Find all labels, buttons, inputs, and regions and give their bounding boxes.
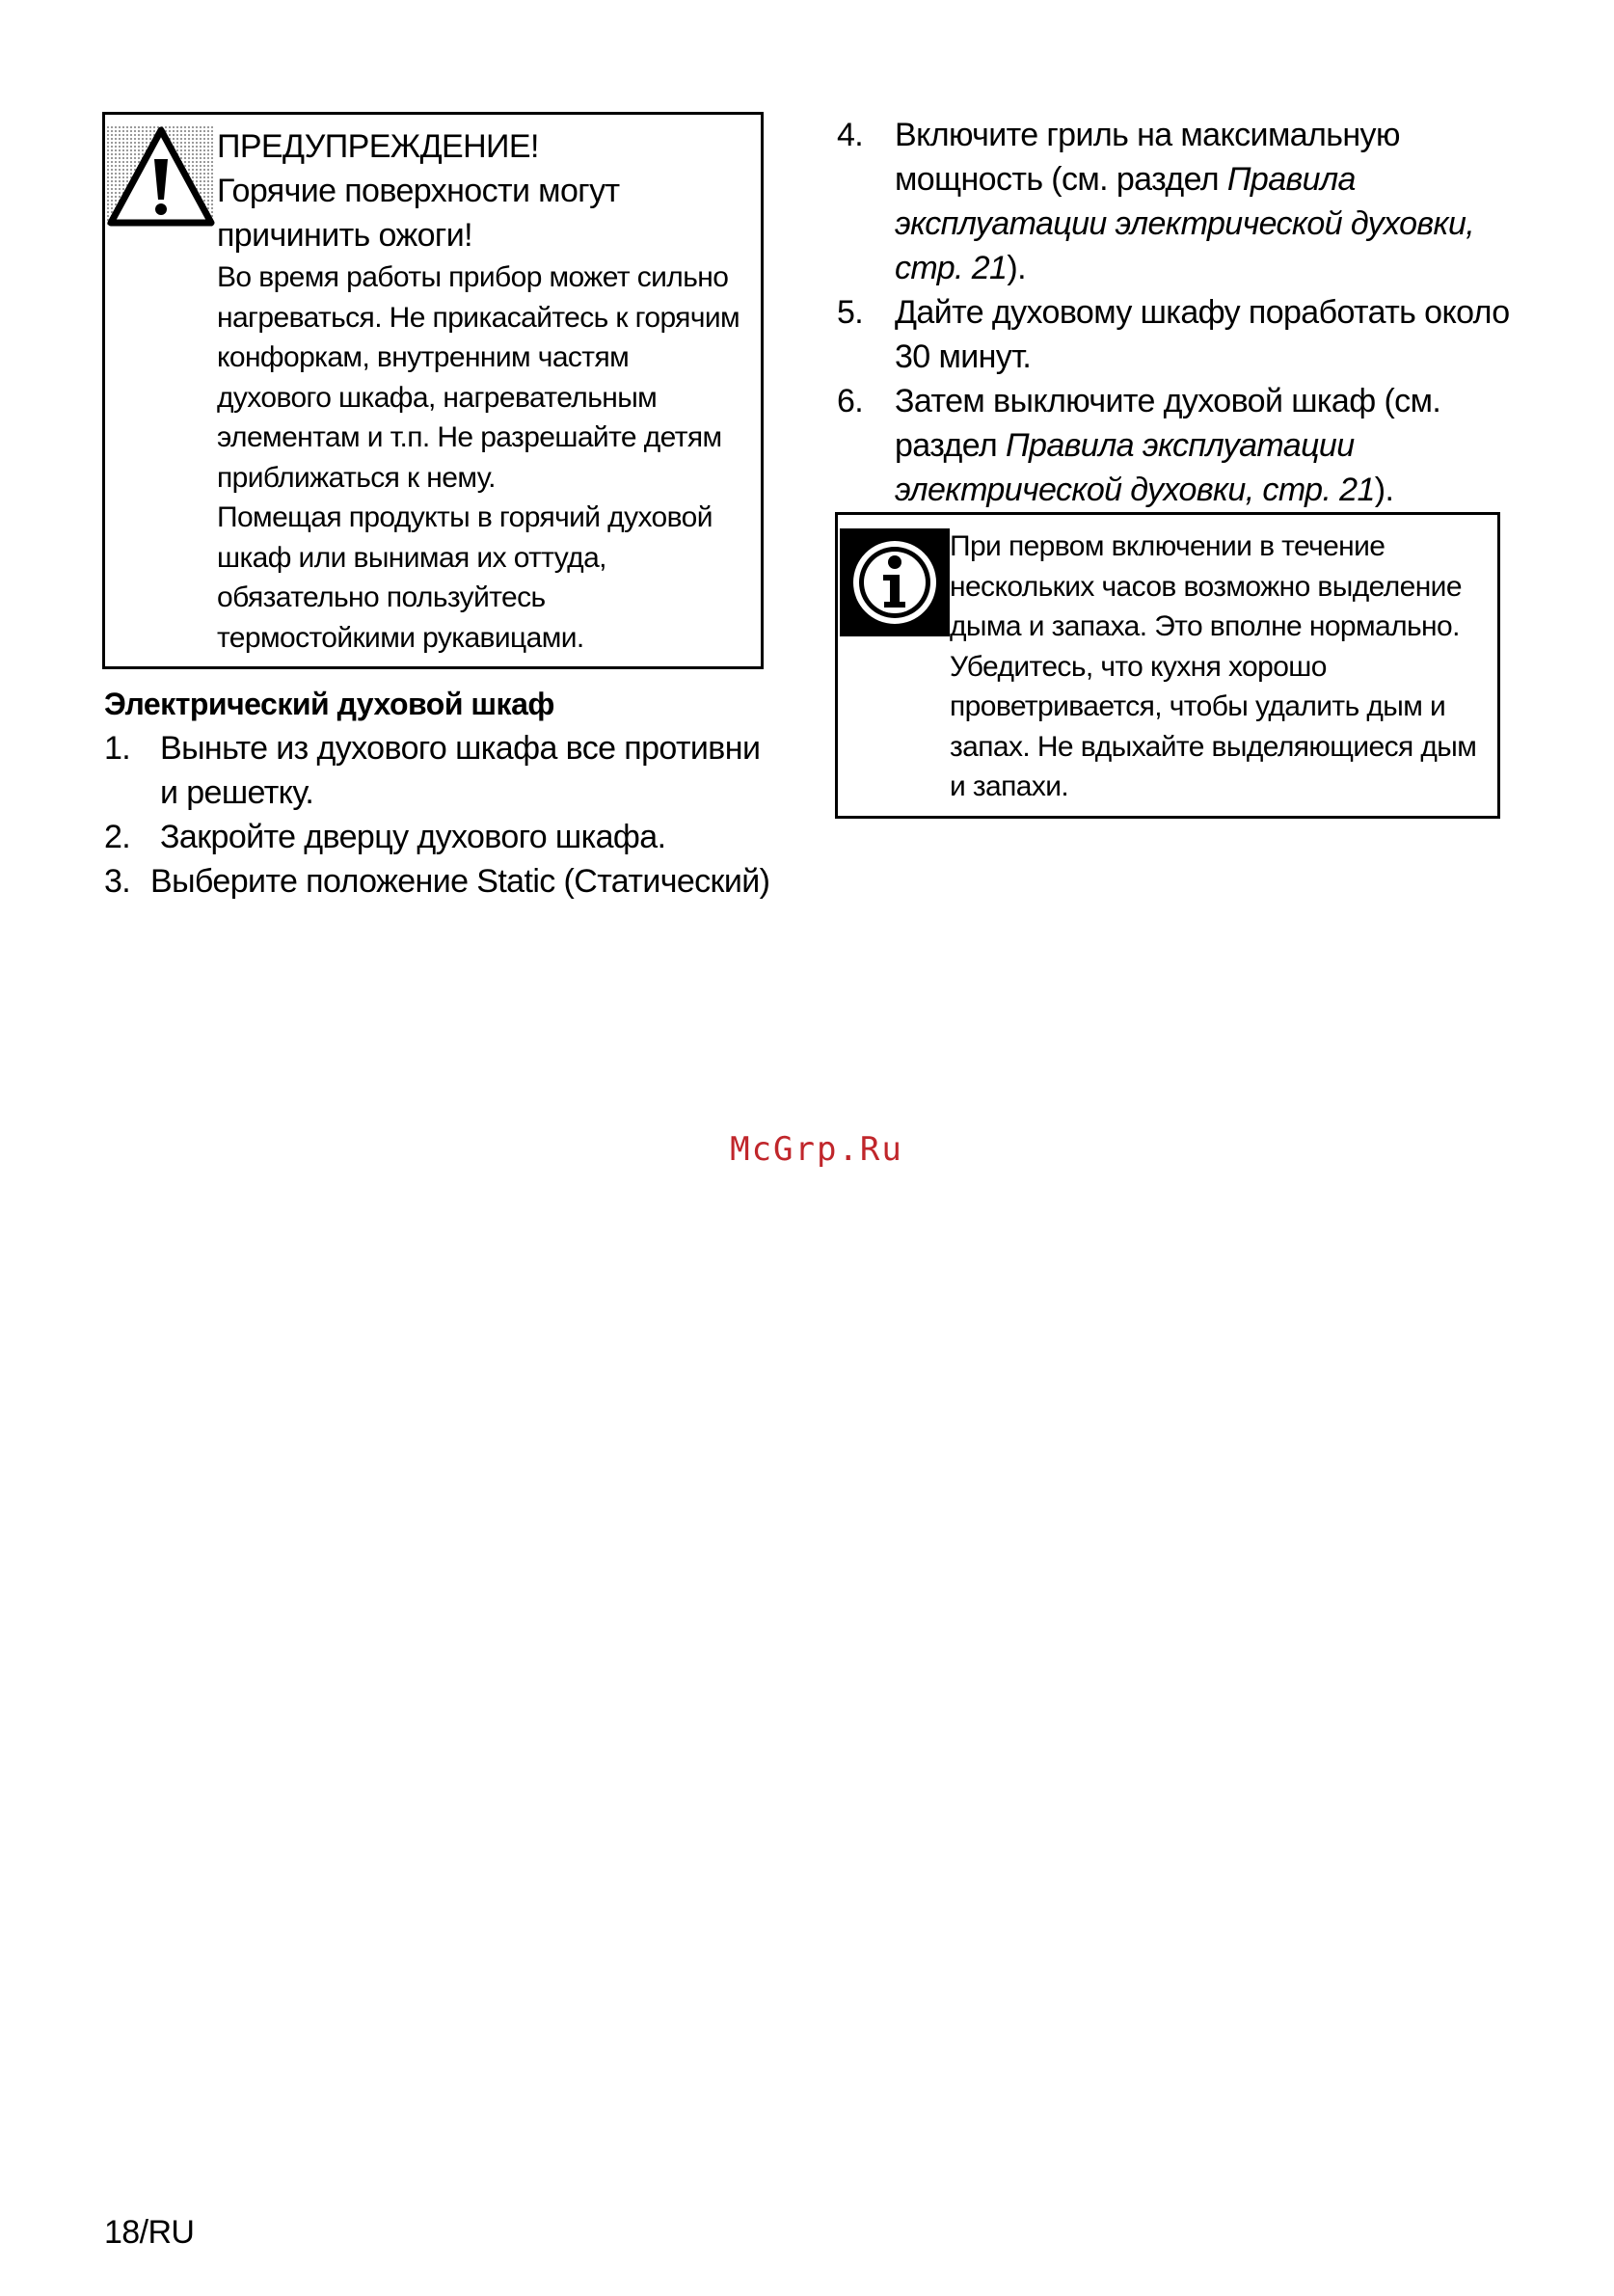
warning-body-line: шкаф или вынимая их оттуда, xyxy=(217,541,606,574)
page-number: 18/RU xyxy=(104,2214,195,2251)
manual-reference: Правила эксплуатации xyxy=(1005,427,1355,464)
step-text-line xyxy=(895,468,1531,512)
step-text-line xyxy=(895,157,1531,202)
list-item xyxy=(104,815,798,859)
warning-subtitle-line: причинить ожоги! xyxy=(217,217,472,254)
step-text-line xyxy=(895,246,1531,290)
warning-title: ПРЕДУПРЕЖДЕНИЕ! xyxy=(217,128,539,165)
step-text-line: Включите гриль на максимальную xyxy=(895,117,1400,153)
step-number: 5. xyxy=(837,294,864,331)
manual-reference: Правила xyxy=(1226,161,1356,198)
warning-body-line: конфоркам, внутренним частям xyxy=(217,341,630,373)
warning-body-line: термостойкими рукавицами. xyxy=(217,621,584,654)
step-number: 4. xyxy=(837,117,864,153)
info-text-line: дыма и запаха. Это вполне нормально. xyxy=(950,610,1460,642)
warning-body-line: приближаться к нему. xyxy=(217,461,496,494)
warning-box xyxy=(102,112,764,669)
step-text-line xyxy=(895,423,1531,468)
section-title: Электрический духовой шкаф xyxy=(104,687,554,721)
page-reference: стр. 21 xyxy=(895,250,1008,286)
info-text-line: и запахи. xyxy=(950,770,1069,802)
manual-reference: электрической духовки, стр. 21 xyxy=(895,472,1375,508)
step-text-line: Выберите положение Static (Статический) xyxy=(150,863,770,900)
step-text-line: Выньте из духового шкафа все противни xyxy=(160,730,761,767)
list-item xyxy=(837,290,1531,379)
step-text: мощность (см. раздел xyxy=(895,161,1227,198)
warning-triangle-icon xyxy=(107,126,215,227)
warning-subtitle-line: Горячие поверхности могут xyxy=(217,173,620,209)
info-box xyxy=(835,512,1500,819)
step-text-line: и решетку. xyxy=(160,774,314,811)
list-item xyxy=(837,379,1531,512)
warning-body-line: духового шкафа, нагревательным xyxy=(217,381,658,414)
warning-body-line: Во время работы прибор может сильно xyxy=(217,261,729,293)
info-icon xyxy=(840,528,950,636)
list-item xyxy=(104,726,798,815)
step-number: 2. xyxy=(104,819,131,855)
steps-list-left xyxy=(104,726,798,904)
step-text: ). xyxy=(1007,250,1026,286)
list-item xyxy=(104,859,798,904)
watermark: McGrp.Ru xyxy=(730,1130,903,1169)
info-text-line: Убедитесь, что кухня хорошо xyxy=(950,650,1327,683)
step-number: 6. xyxy=(837,383,864,419)
info-text-line: проветривается, чтобы удалить дым и xyxy=(950,690,1446,722)
warning-body-line: элементам и т.п. Не разрешайте детям xyxy=(217,421,722,453)
step-number: 3. xyxy=(104,863,131,900)
step-number: 1. xyxy=(104,730,131,767)
warning-body-line: Помещая продукты в горячий духовой xyxy=(217,501,713,533)
step-text-line: 30 минут. xyxy=(895,338,1032,375)
warning-body-line: обязательно пользуйтесь xyxy=(217,581,546,613)
list-item xyxy=(837,113,1531,290)
info-text-line: нескольких часов возможно выделение xyxy=(950,570,1462,603)
manual-reference: эксплуатации электрической духовки, xyxy=(895,205,1475,242)
info-text-line: При первом включении в течение xyxy=(950,530,1385,562)
info-text-line: запах. Не вдыхайте выделяющиеся дым xyxy=(950,730,1477,763)
step-text: раздел xyxy=(895,427,1006,464)
step-text-line: Затем выключите духовой шкаф (см. xyxy=(895,383,1441,419)
step-text-line: Дайте духовому шкафу поработать около xyxy=(895,294,1510,331)
warning-body-line: нагреваться. Не прикасайтесь к горячим xyxy=(217,301,740,334)
step-text: ). xyxy=(1374,472,1394,508)
steps-list-right xyxy=(837,113,1531,512)
step-text-line: Закройте дверцу духового шкафа. xyxy=(160,819,666,855)
